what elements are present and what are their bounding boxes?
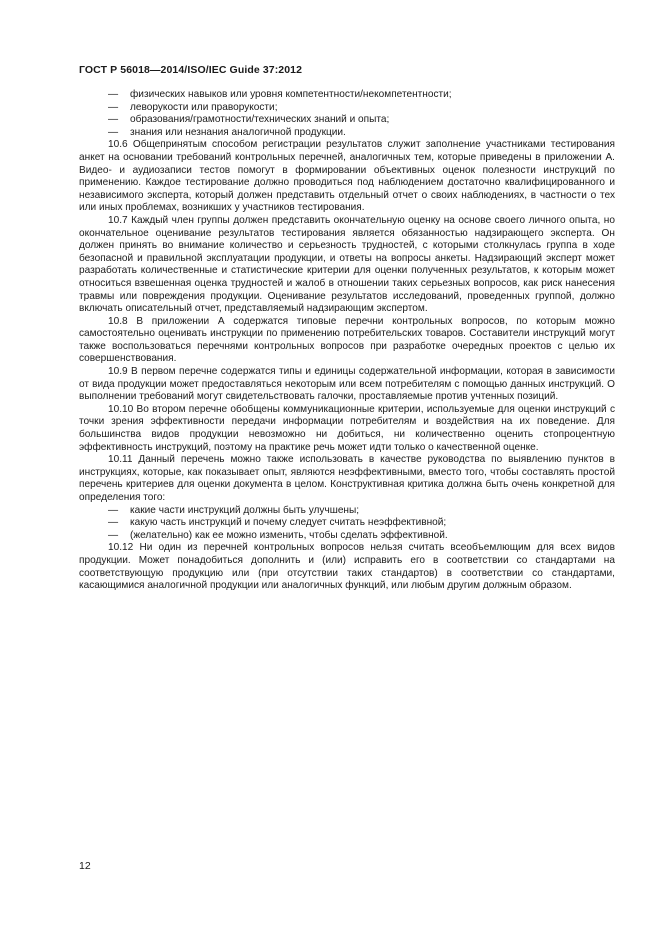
- list-dash: —: [108, 504, 119, 516]
- paragraph-10-11: 10.11 Данный перечень можно также использовать в качестве руководства по выявлению пунктов в инструкциях, которые, как показывает опыт, являются неэффективными, вместо того, чтобы составлять простой перечень критериев для оценки документа в целом. Конструктивная критика должна быть очень конкретной для определения того:: [79, 454, 615, 503]
- paragraph-10-9: 10.9 В первом перечне содержатся типы и единицы содержательной информации, которая в зависимости от вида продукции может предоставляться некоторым или всем потребителям с помощью данных инструкций. О выполнении требований могут свидетельствовать галочки, проставляемые против учтенных позиций.: [79, 366, 615, 403]
- list-dash: —: [108, 89, 119, 100]
- list-dash: —: [108, 114, 119, 126]
- paragraph-10-12: 10.12 Ни один из перечней контрольных вопросов нельзя считать всеобъемлющим для всех видов продукции. Может понадобиться дополнить и (или) исправить его в соответствии со стандартами на соответствующую продукцию или (при отсутствии таких стандартов) в соответствии со стандартами, касающимися аналогичной продукции или аналогичных функций, или любым другим должным образом.: [79, 542, 615, 592]
- list-dash: —: [108, 517, 119, 529]
- document-header: ГОСТ Р 56018—2014/ISO/IEC Guide 37:2012: [79, 64, 303, 76]
- list-item: — знания или незнания аналогичной продукции.: [108, 126, 346, 138]
- document-body: [79, 89, 615, 593]
- list-dash: —: [108, 101, 119, 113]
- list-item: — (желательно) как ее можно изменить, чтобы сделать эффективной.: [108, 529, 448, 541]
- list-dash: —: [108, 529, 119, 541]
- list-item: — леворукости или праворукости;: [108, 101, 278, 113]
- list-dash: —: [108, 126, 119, 138]
- paragraph-10-6: 10.6 Общепринятым способом регистрации результатов служит заполнение участниками тестирования анкет на основании требований контрольных перечней, аналогичных тем, которые приведены в приложении А. Видео- и аудиозаписи тестов помогут в формировании объективных оценок полезности инструкций по применению. Каждое тестирование должно проводиться под наблюдением достаточно квалифицированного и независимого эксперта, который должен представить отдельный отчет о своих наблюдениях, в частности о тех или иных проблемах, возникших у участников тестирования.: [79, 139, 615, 214]
- paragraph-10-8: 10.8 В приложении А содержатся типовые перечни контрольных вопросов, по которым можно самостоятельно оценивать инструкции по применению потребительских товаров. Составители инструкций могут также воспользоваться перечнями контрольных вопросов при разработке очередных проектов с целью их совершенствования.: [79, 315, 615, 365]
- list-item: — какие части инструкций должны быть улучшены;: [108, 504, 360, 516]
- page-number: 12: [79, 860, 91, 872]
- list-item: — образования/грамотности/технических знаний и опыта;: [108, 114, 390, 126]
- paragraph-10-7: 10.7 Каждый член группы должен представить окончательную оценку на основе своего личного опыта, но окончательное оценивание результатов тестирования является обязанностью надзирающего эксперта. Он должен принять во внимание количество и серьезность трудностей, с которыми столкнулась группа в ходе безопасной и правильной эксплуатации продукции, и ответы на вопросы анкеты. Надзирающий эксперт может разработать количественные и статистические критерии для оценки полученных результатов, к которым может относиться взвешенная оценка трудностей и жалоб в отношении таких серьезных вопросов, как риск нанесения травмы или повреждения продукции. Оценивание результатов исследований, проведенных группой, должно включать описательный отчет, представляемый надзирающим экспертом.: [79, 214, 615, 315]
- paragraph-10-10: 10.10 Во втором перечне обобщены коммуникационные критерии, используемые для оценки инструкций с точки зрения эффективности передачи информации потребителям и воздействия на их поведение. Для большинства видов продукции невозможно ни добиться, ни количественно оценить стопроцентную эффективность инструкций, поэтому на практике речь может идти только о качественной оценке.: [79, 403, 615, 453]
- list-item: — какую часть инструкций и почему следует считать неэффективной;: [108, 517, 447, 529]
- list-item: — физических навыков или уровня компетентности/некомпетентности;: [108, 89, 452, 100]
